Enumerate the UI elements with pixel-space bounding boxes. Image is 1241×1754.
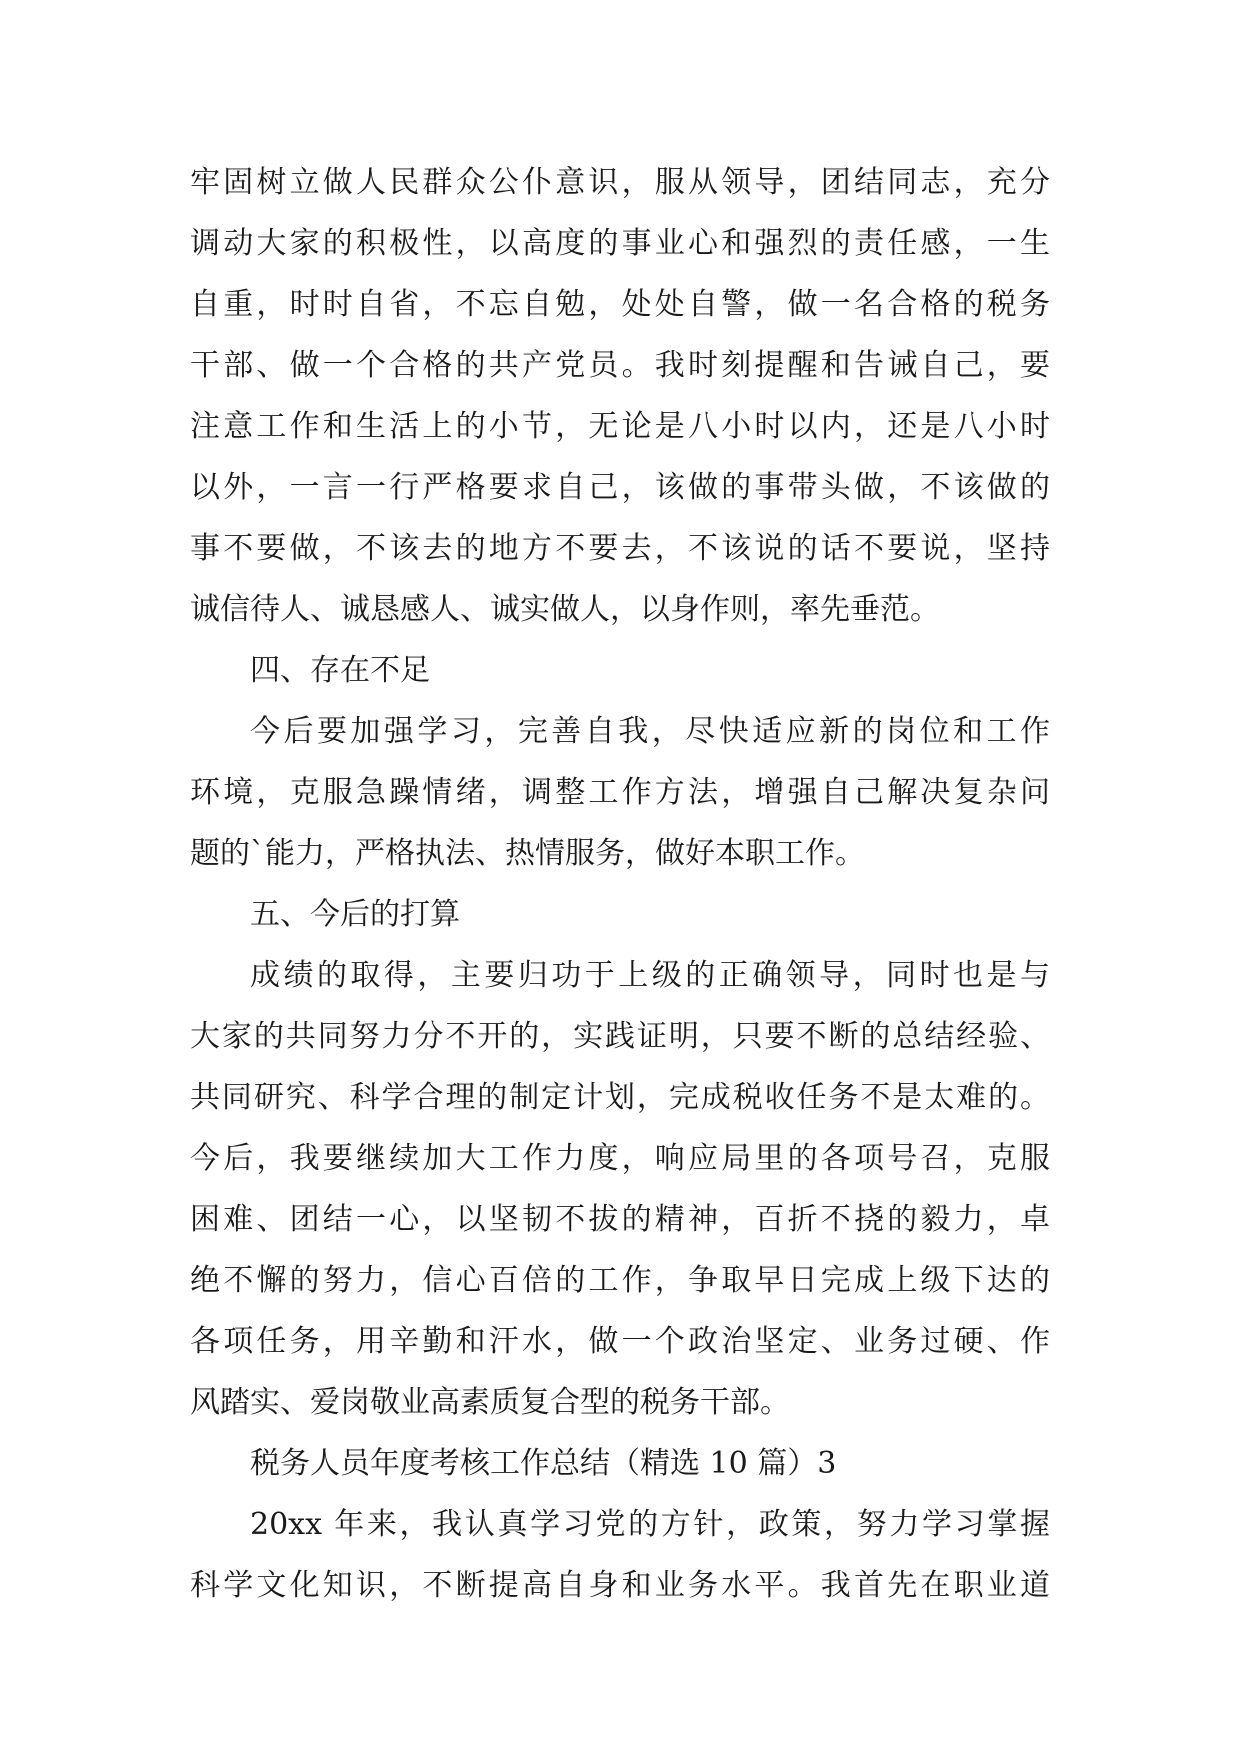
text-line: 困难、团结一心，以坚韧不拔的精神，百折不挠的毅力，卓 — [190, 1202, 1050, 1237]
text-line: 今后要加强学习，完善自我，尽快适应新的岗位和工作 — [250, 714, 1050, 749]
text-line: 科学文化知识，不断提高自身和业务水平。我首先在职业道 — [190, 1568, 1050, 1603]
text-line: 题的`能力，严格执法、热情服务，做好本职工作。 — [190, 836, 865, 871]
text-line: 各项任务，用辛勤和汗水，做一个政治坚定、业务过硬、作 — [190, 1324, 1050, 1359]
text-line: 事不要做，不该去的地方不要去，不该说的话不要说，坚持 — [190, 531, 1050, 566]
text-line: 成绩的取得，主要归功于上级的正确领导，同时也是与 — [250, 958, 1050, 993]
text-line: 环境，克服急躁情绪，调整工作方法，增强自己解决复杂问 — [190, 775, 1050, 810]
text-line: 调动大家的积极性，以高度的事业心和强烈的责任感，一生 — [190, 226, 1050, 261]
document-body — [190, 152, 1050, 1616]
text-line: 今后，我要继续加大工作力度，响应局里的各项号召，克服 — [190, 1141, 1050, 1176]
text-line: 20xx 年来，我认真学习党的方针，政策，努力学习掌握 — [250, 1507, 1050, 1542]
text-line: 干部、做一个合格的共产党员。我时刻提醒和告诫自己，要 — [190, 348, 1050, 383]
text-line: 牢固树立做人民群众公仆意识，服从领导，团结同志，充分 — [190, 165, 1050, 200]
text-line: 四、存在不足 — [250, 653, 430, 688]
text-line: 共同研究、科学合理的制定计划，完成税收任务不是太难的。 — [190, 1080, 1050, 1115]
text-line: 税务人员年度考核工作总结（精选 10 篇）3 — [250, 1446, 837, 1481]
text-line: 注意工作和生活上的小节，无论是八小时以内，还是八小时 — [190, 409, 1050, 444]
text-line: 诚信待人、诚恳感人、诚实做人，以身作则，率先垂范。 — [190, 592, 940, 627]
text-line: 风踏实、爱岗敬业高素质复合型的税务干部。 — [190, 1385, 790, 1420]
text-line: 大家的共同努力分不开的，实践证明，只要不断的总结经验、 — [190, 1019, 1050, 1054]
text-line: 以外，一言一行严格要求自己，该做的事带头做，不该做的 — [190, 470, 1050, 505]
text-line: 自重，时时自省，不忘自勉，处处自警，做一名合格的税务 — [190, 287, 1050, 322]
text-line: 绝不懈的努力，信心百倍的工作，争取早日完成上级下达的 — [190, 1263, 1050, 1298]
text-line: 五、今后的打算 — [250, 897, 460, 932]
